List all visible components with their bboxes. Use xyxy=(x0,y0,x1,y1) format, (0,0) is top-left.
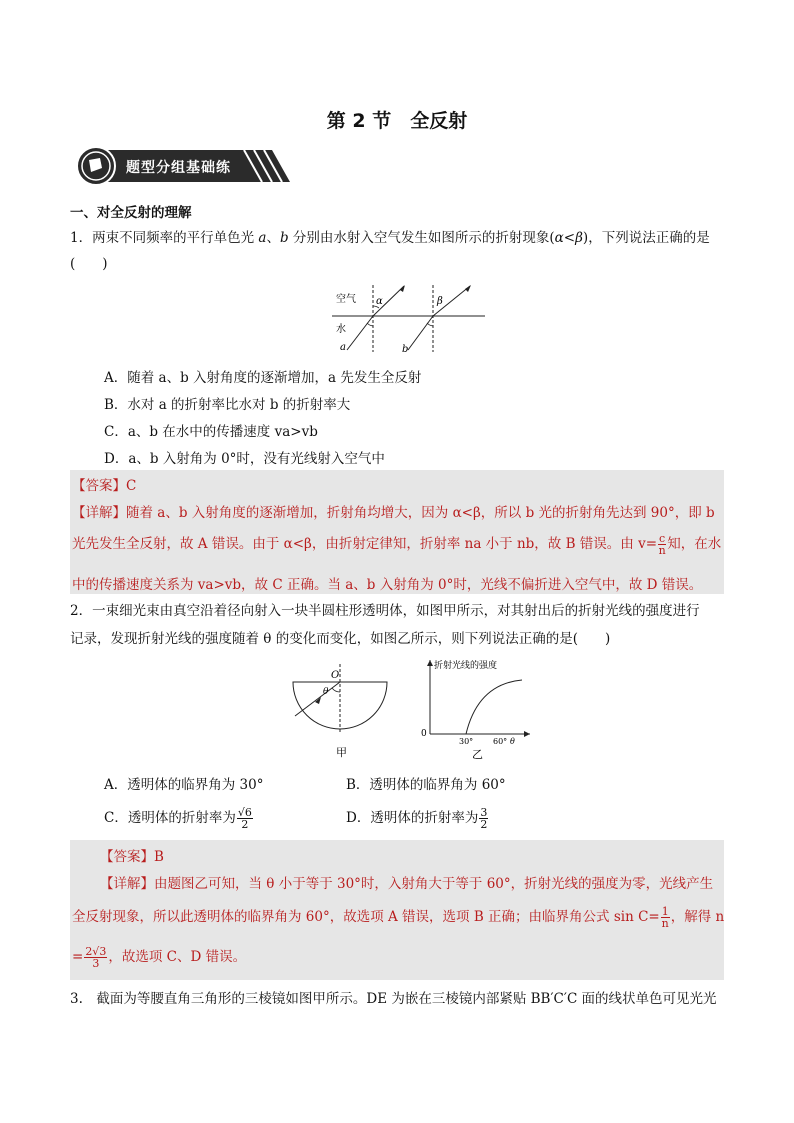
svg-text:β: β xyxy=(437,296,443,307)
q2-figure-jia xyxy=(285,660,395,760)
svg-text:水: 水 xyxy=(336,324,346,335)
q2-figure-yi xyxy=(418,656,533,760)
svg-text:b: b xyxy=(402,344,409,355)
q1-detail-line2: 光先发生全反射，故 A 错误。由于 α<β，由折射定律知，折射率 na 小于 nb，故 B 错误。由 v= $\frac{c}{n}$ 知，在水 xyxy=(72,532,722,557)
q1-detail-line1: 【详解】随着 a、b 入射角度的逐渐增加，折射角均增大，因为 α<β，所以 b 光的折射角先达到 90°，即 b xyxy=(72,505,715,521)
q1-option-d[interactable]: D．a、b 入射角为 0°时，没有光线射入空气中 xyxy=(104,451,385,467)
q2-detail-line2: 全反射现象，所以此透明体的临界角为 60°，故选项 A 错误，选项 B 正确；由临界角公式 sin C= $\frac{1}{n}$ ，解得 n xyxy=(72,905,725,930)
q2-option-c[interactable]: C．透明体的折射率为 $\frac{√6}{2}$ xyxy=(104,806,252,831)
section-heading: 一、对全反射的理解 xyxy=(70,205,192,221)
q1-stem-line1: 1．两束不同频率的平行单色光 a、b 分别由水射入空气发生如图所示的折射现象(α<β)，下列说法正确的是 xyxy=(70,230,710,246)
svg-text:30°: 30° xyxy=(459,737,474,746)
svg-text:θ: θ xyxy=(323,687,329,697)
q2-stem-line1: 2．一束细光束由真空沿着径向射入一块半圆柱形透明体，如图甲所示，对其射出后的折射光线的强度进行 xyxy=(70,603,700,619)
q2-answer: 【答案】B xyxy=(100,849,164,865)
q3-stem-line1: 3. 截面为等腰直角三角形的三棱镜如图甲所示。DE 为嵌在三棱镜内部紧贴 BB′C′C 面的线状单色可见光光 xyxy=(70,991,717,1007)
q1-option-c[interactable]: C．a、b 在水中的传播速度 va>vb xyxy=(104,424,318,440)
page-title: 第 2 节 全反射 xyxy=(326,110,468,132)
q2-stem-line2: 记录，发现折射光线的强度随着 θ 的变化而变化，如图乙所示，则下列说法正确的是( ) xyxy=(70,631,611,647)
q2-detail-line1: 【详解】由题图乙可知，当 θ 小于等于 30°时，入射角大于等于 60°，折射光线的强度为零，光线产生 xyxy=(100,876,714,892)
q1-answer: 【答案】C xyxy=(72,478,137,494)
q1-option-b[interactable]: B．水对 a 的折射率比水对 b 的折射率大 xyxy=(104,397,351,413)
svg-text:折射光线的强度: 折射光线的强度 xyxy=(434,661,498,671)
svg-text:0: 0 xyxy=(421,729,427,739)
q2-option-a[interactable]: A．透明体的临界角为 30° xyxy=(104,777,264,793)
banner-label: 题型分组基础练 xyxy=(126,160,231,176)
svg-text:α: α xyxy=(376,296,383,307)
svg-text:甲: 甲 xyxy=(336,746,347,759)
q1-stem-line2: ( ) xyxy=(70,256,108,272)
q1-option-a[interactable]: A．随着 a、b 入射角度的逐渐增加，a 先发生全反射 xyxy=(104,370,422,386)
svg-text:空气: 空气 xyxy=(336,294,356,305)
svg-text:θ: θ xyxy=(510,737,515,746)
q2-option-b[interactable]: B．透明体的临界角为 60° xyxy=(346,777,506,793)
svg-text:O: O xyxy=(331,670,340,681)
svg-text:乙: 乙 xyxy=(472,748,483,760)
svg-text:60°: 60° xyxy=(493,737,508,746)
q1-refraction-figure xyxy=(330,280,490,360)
q2-detail-line3: = $\frac{2√3}{3}$ ，故选项 C、D 错误。 xyxy=(72,945,247,970)
q1-detail-line3: 中的传播速度关系为 va>vb，故 C 正确。当 a、b 入射角为 0°时，光线不偏折进入空气中，故 D 错误。 xyxy=(72,577,703,593)
q2-option-d[interactable]: D．透明体的折射率为 $\frac{3}{2}$ xyxy=(346,806,488,831)
svg-text:a: a xyxy=(340,342,346,353)
